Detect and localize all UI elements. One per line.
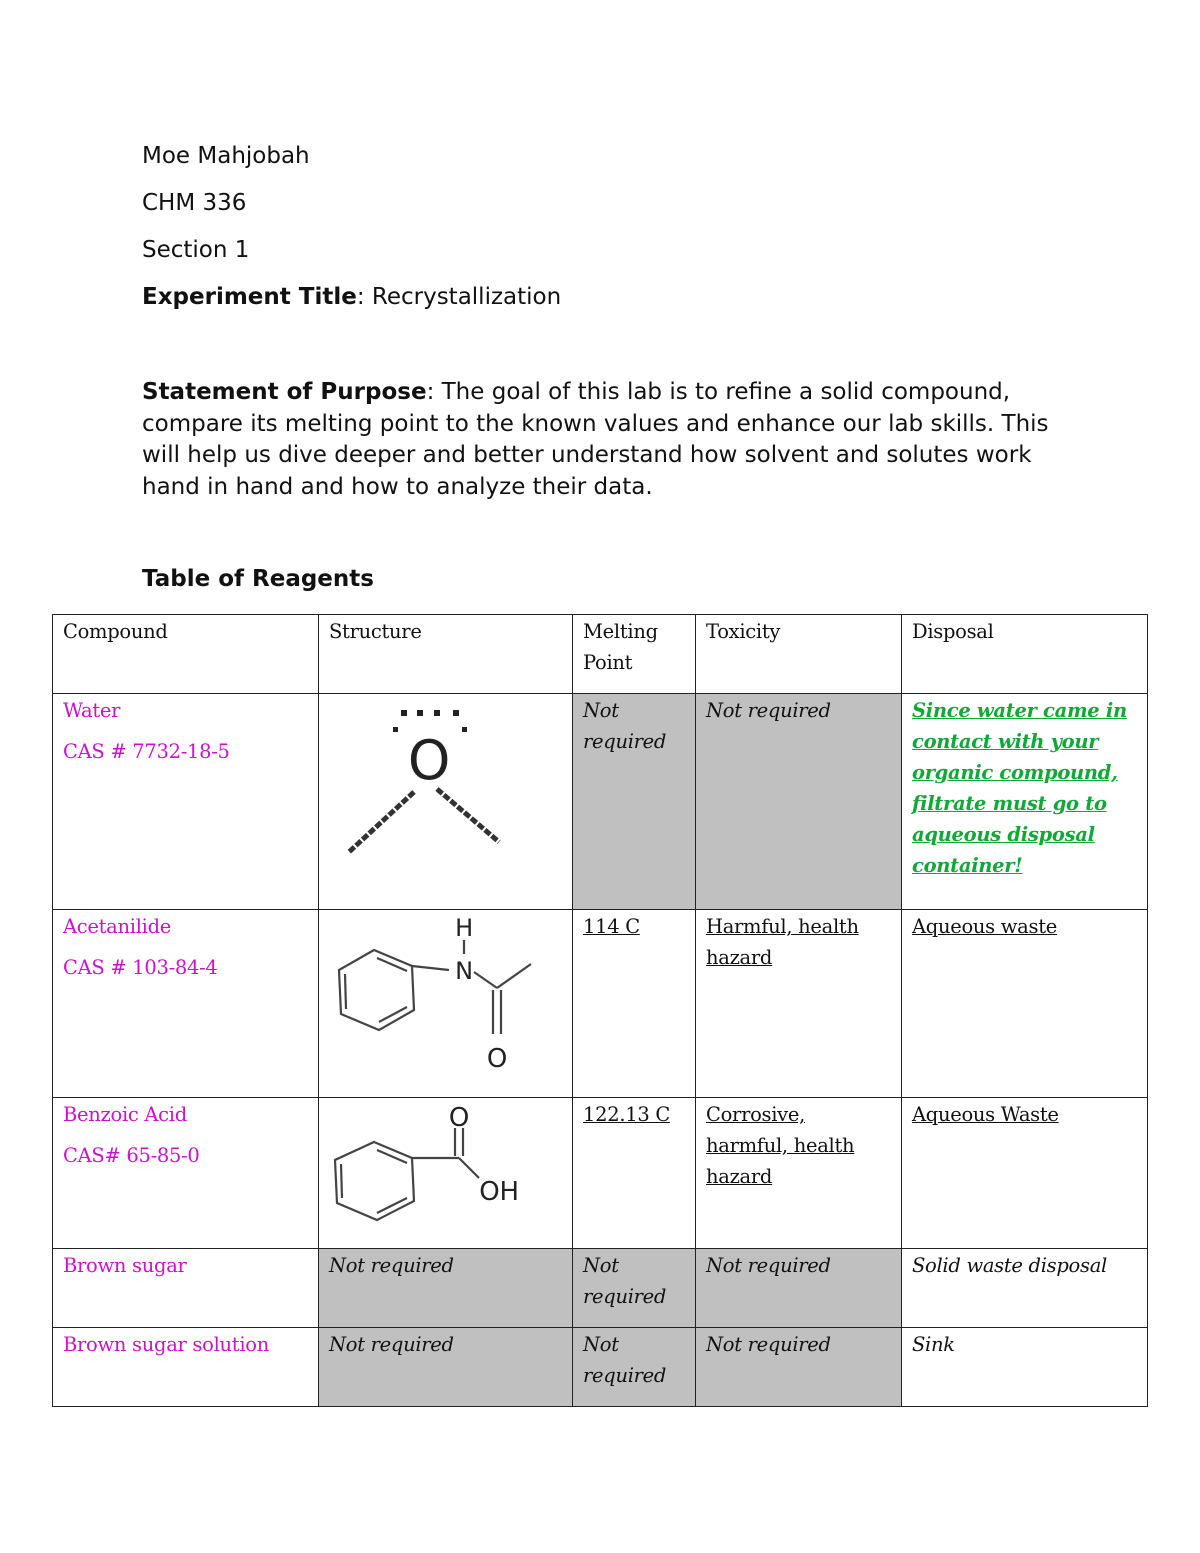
header-compound: Compound bbox=[53, 615, 319, 694]
cas-number: CAS # 103-84-4 bbox=[63, 956, 218, 979]
reagents-table bbox=[52, 614, 1148, 1407]
melting-point-cell bbox=[573, 910, 696, 1098]
toxicity-value: Corrosive, harmful, health hazard bbox=[706, 1103, 855, 1188]
disposal-cell bbox=[902, 694, 1148, 910]
structure-benzoic-acid bbox=[319, 1098, 573, 1249]
carbonyl-oxygen-label: O bbox=[448, 1103, 470, 1133]
toxicity-cell: Not required bbox=[696, 694, 902, 910]
hydrogen-label: H bbox=[455, 914, 473, 942]
compound-cell bbox=[53, 1098, 319, 1249]
table-row-benzoic-acid bbox=[53, 1098, 1148, 1249]
disposal-cell bbox=[902, 1098, 1148, 1249]
melting-point-cell bbox=[573, 1098, 696, 1249]
compound-name: Brown sugar bbox=[63, 1254, 187, 1277]
experiment-title-label: Experiment Title bbox=[142, 284, 357, 310]
structure-cell: Not required bbox=[319, 1249, 573, 1328]
disposal-note: Since water came in contact with your organic compound, filtrate must go to aqueous disposal container! bbox=[912, 699, 1127, 877]
experiment-title-line: Experiment Title: Recrystallization bbox=[142, 284, 562, 310]
student-name: Moe Mahjobah bbox=[142, 143, 310, 169]
disposal-cell: Sink bbox=[902, 1328, 1148, 1407]
header-disposal: Disposal bbox=[902, 615, 1148, 694]
table-header-row bbox=[53, 615, 1148, 694]
disposal-cell: Solid waste disposal bbox=[902, 1249, 1148, 1328]
acetanilide-structure-image bbox=[319, 910, 571, 1096]
oxygen-label: O bbox=[407, 729, 451, 792]
compound-cell bbox=[53, 694, 319, 910]
melting-point-cell: Not required bbox=[573, 1328, 696, 1407]
toxicity-cell: Not required bbox=[696, 1249, 902, 1328]
purpose-label: Statement of Purpose bbox=[142, 379, 427, 405]
carbonyl-oxygen-label: O bbox=[486, 1044, 508, 1074]
experiment-title: Recrystallization bbox=[371, 284, 562, 310]
course-code: CHM 336 bbox=[142, 190, 247, 216]
melting-point-cell: Not required bbox=[573, 694, 696, 910]
header-melting-point: Melting Point bbox=[573, 615, 696, 694]
structure-acetanilide bbox=[319, 910, 573, 1098]
compound-cell bbox=[53, 910, 319, 1098]
compound-name: Brown sugar solution bbox=[63, 1333, 269, 1356]
benzoic-acid-structure-image bbox=[319, 1098, 571, 1247]
disposal-cell bbox=[902, 910, 1148, 1098]
section-number: Section 1 bbox=[142, 237, 250, 263]
hydroxyl-label: OH bbox=[479, 1177, 519, 1207]
compound-cell bbox=[53, 1328, 319, 1407]
nitrogen-label: N bbox=[455, 957, 473, 985]
header-structure: Structure bbox=[319, 615, 573, 694]
disposal-value: Aqueous waste bbox=[912, 915, 1057, 938]
compound-cell bbox=[53, 1249, 319, 1328]
melting-point-value: 122.13 C bbox=[583, 1103, 670, 1126]
toxicity-value: Harmful, health hazard bbox=[706, 915, 859, 969]
structure-cell: Not required bbox=[319, 1328, 573, 1407]
table-row-brown-sugar bbox=[53, 1249, 1148, 1328]
cas-number: CAS # 7732-18-5 bbox=[63, 740, 230, 763]
cas-number: CAS# 65-85-0 bbox=[63, 1144, 200, 1167]
bond-right bbox=[437, 789, 499, 842]
statement-of-purpose: Statement of Purpose: The goal of this lab is to refine a solid compound, compare its melting point to the known values and enhance our lab skills. This will help us dive deeper and better understand how solvent and solutes work hand in hand and how to analyze their data. bbox=[142, 379, 1049, 500]
compound-name: Acetanilide bbox=[63, 915, 171, 938]
compound-name: Water bbox=[63, 699, 121, 722]
toxicity-cell bbox=[696, 1098, 902, 1249]
disposal-value: Aqueous Waste bbox=[912, 1103, 1059, 1126]
purpose-text: The goal of this lab is to refine a solid compound, compare its melting point to the known values and enhance our lab skills. This will help us dive deeper and better understand how solvent and solutes work hand in hand and how to analyze their data. bbox=[142, 379, 1049, 500]
compound-name: Benzoic Acid bbox=[63, 1103, 187, 1126]
table-row-brown-sugar-solution bbox=[53, 1328, 1148, 1407]
toxicity-cell: Not required bbox=[696, 1328, 902, 1407]
table-row-water bbox=[53, 694, 1148, 910]
header-toxicity: Toxicity bbox=[696, 615, 902, 694]
melting-point-cell: Not required bbox=[573, 1249, 696, 1328]
bond-left bbox=[349, 792, 414, 852]
structure-water bbox=[319, 694, 573, 910]
table-title: Table of Reagents bbox=[142, 566, 374, 592]
water-structure-image bbox=[319, 694, 571, 908]
table-row-acetanilide bbox=[53, 910, 1148, 1098]
toxicity-cell bbox=[696, 910, 902, 1098]
melting-point-value: 114 C bbox=[583, 915, 640, 938]
